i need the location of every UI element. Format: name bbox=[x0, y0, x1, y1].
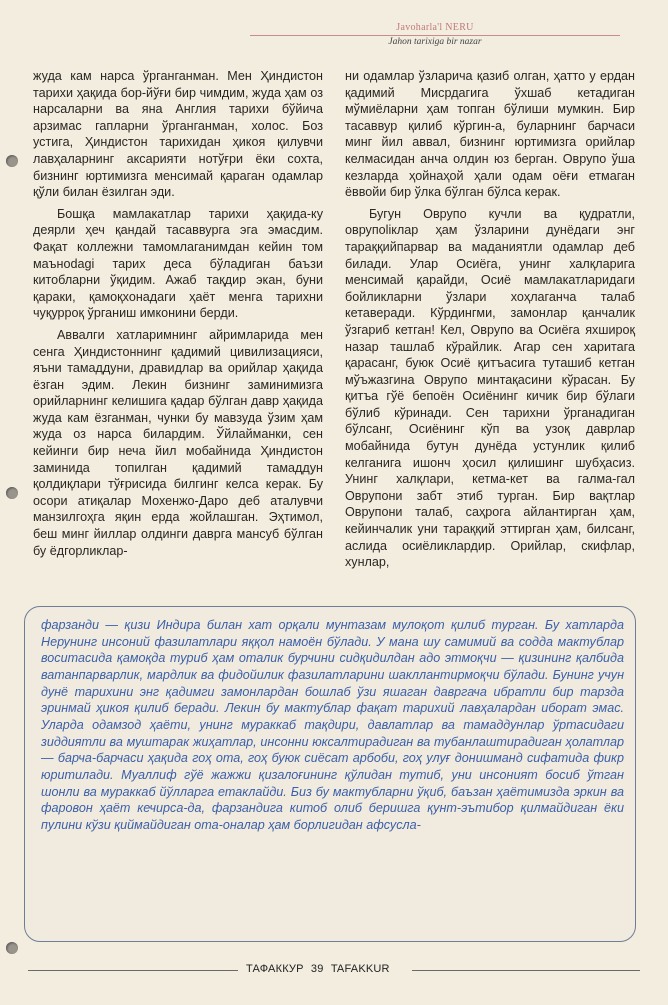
binder-hole bbox=[6, 155, 18, 167]
magazine-name-cyrillic: ТАФАККУР bbox=[246, 963, 304, 975]
footer-label bbox=[246, 963, 390, 975]
paragraph: жуда кам нарса ўрганганман. Мен Ҳиндистон тарихи ҳақида бор-йўғи бир чимдим, жуда ҳам оз нарсаларни ва яна Англия тарихи бўйича арзимас гапларни ўрганганман, холос. Боз устига, Ҳиндистон тарихидан ҳикоя қилувчи лавҳаларнинг аксарияти нотўғри ёки сохта, бизнинг юртимизга менсимай қараган одамлар қўли билан ёзилган эди. bbox=[33, 69, 323, 200]
section-title: Jahon tarixiga bir nazar bbox=[388, 37, 482, 47]
boxed-note bbox=[24, 606, 636, 942]
footer-rule-left bbox=[28, 970, 238, 971]
page-number: 39 bbox=[310, 963, 324, 975]
header-divider bbox=[250, 35, 620, 36]
running-title: Javoharla'l NERU bbox=[396, 22, 474, 33]
paragraph: Бугун Оврупо кучли ва қудратли, оврупoliклар ҳам ўзларини дунёдаги энг тараққийпарвар ва маданиятли одамлар деб билади. Улар Осиёга, унинг халқларига менсимай қарайди, Осиё мамлакатларидаги бойликларни ўзлари хоҳлаганча талаб кетаверади. Кўрдингми, замонлар қанчалик ўзгариб кетган! Кел, Оврупо ва Осиёга яхшироқ назар ташлаб кўрайлик. Агар сен харитага қарасанг, буюк Осиё қитъасига туташиб кетган мўъжазгина Оврупо минтақасини кўрасан. Бу қитъа гўё бепоён Осиёнинг кичик бир бўлаги бўлиб кўринади. Сен тарихни ўрганадиган бўлсанг, Осиёнинг кўп ва узоқ даврлар мобайнида бутун дунёда устунлик қилиб келганига ишонч ҳосил қилишинг шубҳасиз. Унинг халқлари, кетма-кет ва галма-гал Оврупони забт этиб турган. Бир вақтлар Оврупони талаб, саҳрога айлантирган ҳам, кейинчалик уни тараққий эттирган ҳам, билсанг, аслида осиёликлардир. Орийлар, скифлар, хунлар, bbox=[345, 206, 635, 570]
paragraph: Аввалги хатларимнинг айримларида мен сенга Ҳиндистоннинг қадимий цивилизацияси, яъни тамаддуни, дравидлар ва орийлар ҳақида ёзган эдим. Лекин бизнинг заминимизга орийларнинг келишига қадар бўлган давр ҳақида жуда кам ёзганман, чунки бу мавзуда ўзим ҳам жуда оз нарса билардим. Ўйлайманки, сен кейинги бир неча йил мобайнида Ҳиндистон заминида топилган қадимий тамаддун қолдиқлари тўғрисида билгинг келса керак. Бу осори атиқалар Мохенжо-Даро деб аталувчи манзилгоҳга яқин ерда жойлашган. Эҳтимол, беш минг йиллар олдинги даврга мансуб бўлган бу ёдгорликлар- bbox=[33, 327, 323, 558]
magazine-name-latin: TAFAKKUR bbox=[330, 963, 390, 975]
boxed-note-text: фарзанди — қизи Индира билан хат орқали мунтазам мулоқот қилиб турган. Бу хатларда Нерунинг инсоний фазилатлари яққол намоён бўлади. У мана шу самимий ва содда мактублар воситасида қамоқда туриб ҳам оталик бурчини сидқидилдан адо этмоқчи — қизининг қалбида ватанпарварлик, мардлик ва фидойилик фазилатларини шакллантирмоқчи бўлади. Бунинг учун дунё тарихини энг қадимги замонлардан бошлаб ўзи яшаган давргача ибратли бир тарзда эринмай ҳикоя қилиб беради. Лекин бу мактублар фақат тарихий лавҳалардан иборат эмас. Уларда одамзод ҳаёти, унинг мураккаб тақдири, давлатлар ва тамаддунлар ўртасидаги зиддиятли ва муштарак жиҳатлар, инсонни юксалтирадиган ва тубанлаштирадиган ҳолатлар — барча-барчаси ҳақида гоҳ ота, гоҳ буюк сиёсат арбоби, гоҳ улуғ донишманд сифатида фикр юритилади. Муаллиф гўё жажжи қизалоғининг қўлидан тутиб, уни инсоният босиб ўтган шонли ва мураккаб йўлларга етаклайди. Биз бу мактубларни ўқиб, баъзан ҳаётимизда эркин ва фаровон ҳаёт кечирса-да, фарзандига китоб олиб беришга қунт-эътибор қилмайдиган ёки пулини кўзи қиймайдиган ота-оналар ҳам борлигидан афсусла- bbox=[41, 618, 624, 832]
binder-hole bbox=[6, 942, 18, 954]
running-header bbox=[250, 22, 620, 47]
page-footer bbox=[0, 960, 668, 980]
right-column bbox=[345, 68, 635, 571]
footer-rule-right bbox=[412, 970, 640, 971]
paragraph: ни одамлар ўзларича қазиб олган, ҳатто у ердан қадимий Мисрдагига ўхшаб кетадиган мўмиёларни ҳам топган бўлиши мумкин. Бир тасаввур қилиб кўргин-а, буларнинг барчаси минг йил аввал, бизнинг юртимизга орийлар келмасидан анча олдин юз берган. Оврупо ўша кезларда ҳойнаҳой ҳали одам оёғи етмаган ёввойи бир ўлка бўлган бўлса керак. bbox=[345, 69, 635, 200]
binder-hole bbox=[6, 487, 18, 499]
paragraph: Бошқа мамлакатлар тарихи ҳақида-ку деярли ҳеч қандай тасаввурга эга эмасдим. Фақат коллежни тамомлаганимдан кейин том маъноdagi тарих деса бўладиган баъзи китобларни ўқидим. Ажаб тақдир экан, буни қараки, қамоқхонадаги ҳаёт менга тарихни чуқурроқ ўрганиш имконини берди. bbox=[33, 206, 323, 321]
left-column bbox=[33, 68, 323, 559]
